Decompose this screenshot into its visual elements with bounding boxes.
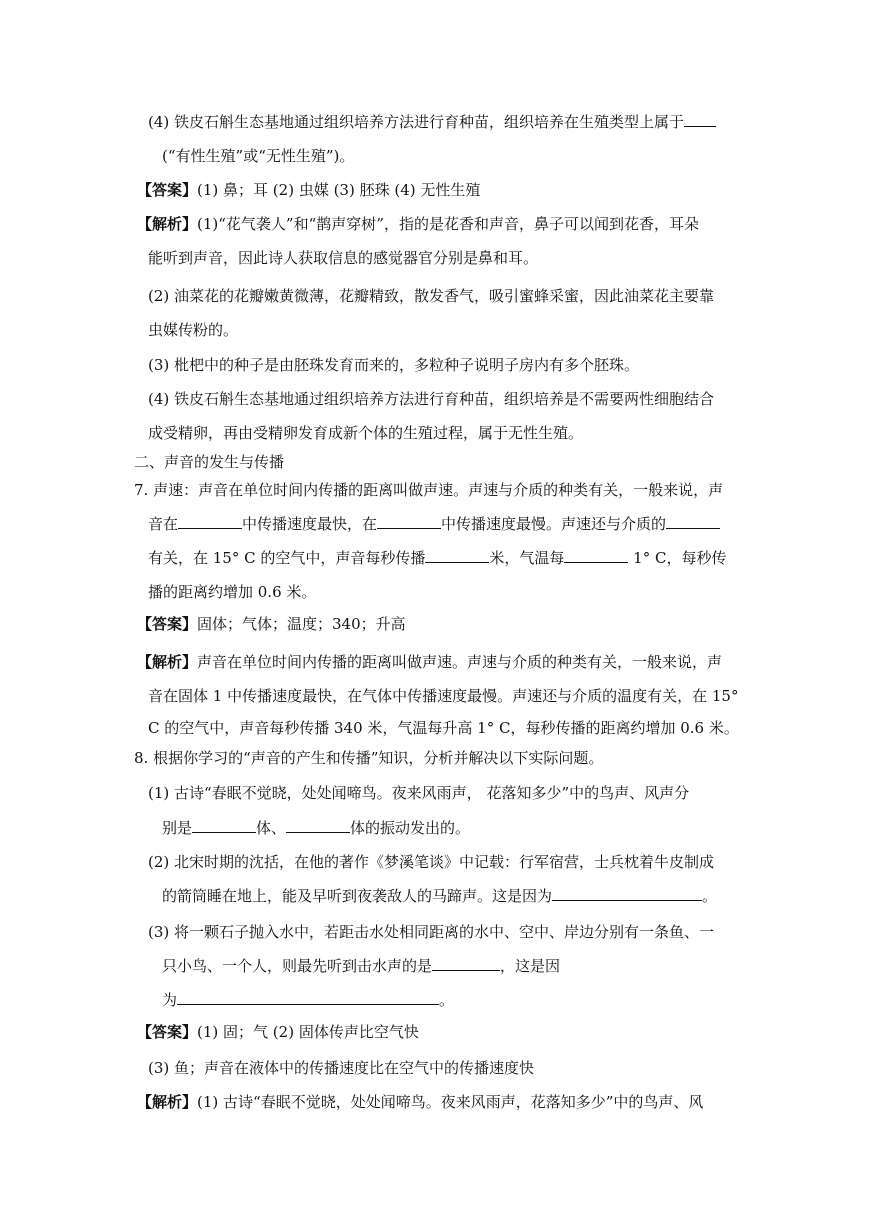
blank (286, 818, 350, 833)
q6-analysis-p2-line2: 虫媒传粉的。 (148, 321, 239, 339)
q6-analysis-p1-line1: 【解析】(1)“花气袭人”和“鹊声穿树”，指的是花香和声音，鼻子可以闻到花香，耳朵 (137, 215, 699, 233)
q6-analysis-p1-line2: 能听到声音，因此诗人获取信息的感觉器官分别是鼻和耳。 (148, 249, 539, 267)
q7-analysis-line3: C 的空气中，声音每秒传播 340 米，气温每升高 1° C，每秒传播的距离约增加 0.6 米。 (148, 719, 739, 737)
analysis-tag: 【解析】 (137, 1093, 198, 1111)
answer-tag: 【答案】 (137, 181, 198, 199)
blank (564, 548, 628, 563)
q8-line1: 8. 根据你学习的“声音的产生和传播”知识，分析并解决以下实际问题。 (134, 749, 604, 767)
blank (552, 886, 702, 901)
blank (178, 514, 242, 529)
q6-analysis-p2-line1: (2) 油菜花的花瓣嫩黄微薄，花瓣精致，散发香气，吸引蜜蜂采蜜，因此油菜花主要靠 (148, 287, 715, 305)
q6-part4-line1: (4) 铁皮石斛生态基地通过组织培养方法进行育种苗，组织培养在生殖类型上属于 (148, 112, 716, 132)
q7-line1: 7. 声速：声音在单位时间内传播的距离叫做声速。声速与介质的种类有关，一般来说，声 (134, 481, 724, 499)
q7-analysis-line2: 音在固体 1 中传播速度最快，在气体中传播速度最慢。声速还与介质的温度有关，在 15° (148, 687, 739, 705)
q7-line4: 播的距离约增加 0.6 米。 (148, 583, 317, 601)
blank (177, 990, 439, 1005)
answer-tag: 【答案】 (137, 1023, 198, 1041)
q8-part3-line1: (3) 将一颗石子抛入水中，若距击水处相同距离的水中、空中、岸边分别有一条鱼、一 (148, 923, 715, 941)
analysis-tag: 【解析】 (137, 215, 198, 233)
q8-part3-line3: 为 。 (162, 991, 455, 1009)
q8-analysis-line1: 【解析】(1) 古诗“春眠不觉晓，处处闻啼鸟。夜来风雨声，花落知多少”中的鸟声、风 (137, 1093, 704, 1111)
q8-answer-line2: (3) 鱼；声音在液体中的传播速度比在空气中的传播速度快 (148, 1059, 535, 1077)
q8-part2-line2: 的箭筒睡在地上，能及早听到夜袭敌人的马蹄声。这是因为 。 (162, 887, 718, 905)
blank (425, 548, 489, 563)
q8-answer-line1: 【答案】(1) 固；气 (2) 固体传声比空气快 (137, 1023, 419, 1041)
analysis-tag: 【解析】 (137, 653, 198, 671)
q7-line3: 有关，在 15° C 的空气中，声音每秒传播 米，气温每 1° C，每秒传 (148, 549, 727, 567)
q6-analysis-p4-line1: (4) 铁皮石斛生态基地通过组织培养方法进行育种苗，组织培养是不需要两性细胞结合 (148, 390, 715, 408)
blank (684, 112, 716, 127)
q7-answer: 【答案】固体；气体；温度；340；升高 (137, 615, 406, 633)
q8-part1-line2: 别是 体、 体的振动发出的。 (162, 819, 471, 837)
q6-part4-line2: (“有性生殖”或“无性生殖”)。 (162, 147, 355, 165)
q8-part3-line2: 只小鸟、一个人，则最先听到击水声的是 ，这是因 (162, 957, 561, 975)
answer-tag: 【答案】 (137, 615, 198, 633)
q8-part1-line1: (1) 古诗“春眠不觉晓，处处闻啼鸟。夜来风雨声， 花落知多少”中的鸟声、风声分 (148, 784, 690, 802)
q8-part2-line1: (2) 北宋时期的沈括，在他的著作《梦溪笔谈》中记载：行军宿营，士兵枕着牛皮制成 (148, 853, 715, 871)
blank (666, 514, 720, 529)
section-heading: 二、声音的发生与传播 (134, 453, 285, 471)
blank (192, 818, 256, 833)
q7-line2: 音在 中传播速度最快，在 中传播速度最慢。声速还与介质的 (148, 514, 720, 534)
q6-analysis-p4-line2: 成受精卵，再由受精卵发育成新个体的生殖过程，属于无性生殖。 (148, 424, 584, 442)
q7-analysis-line1: 【解析】声音在单位时间内传播的距离叫做声速。声速与介质的种类有关，一般来说，声 (137, 653, 723, 671)
blank (377, 514, 441, 529)
q6-analysis-p3: (3) 枇杷中的种子是由胚珠发育而来的，多粒种子说明子房内有多个胚珠。 (148, 356, 640, 374)
blank (432, 956, 500, 971)
q6-answer: 【答案】(1) 鼻；耳 (2) 虫媒 (3) 胚珠 (4) 无性生殖 (137, 181, 481, 199)
